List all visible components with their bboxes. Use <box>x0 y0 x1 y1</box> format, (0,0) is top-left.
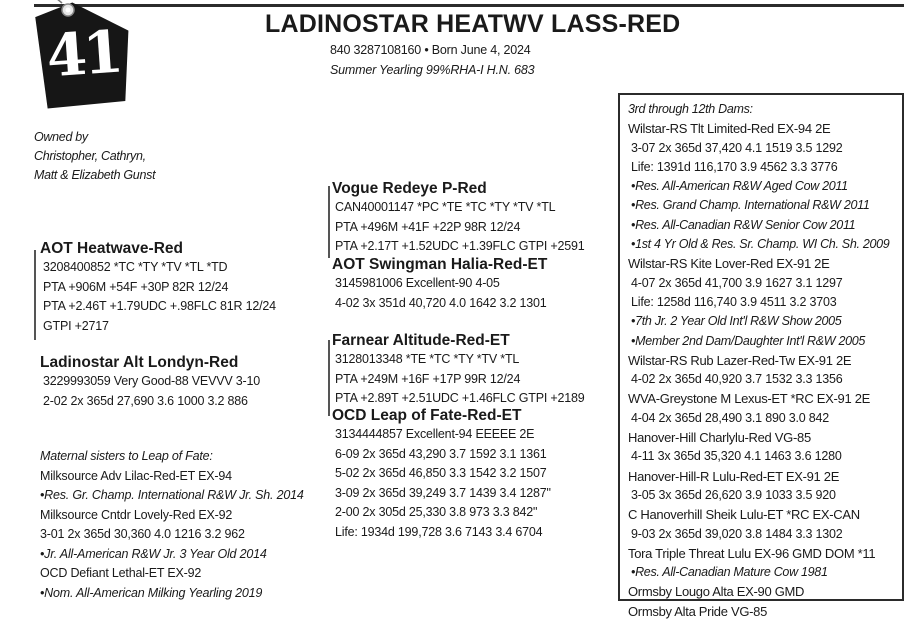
dam-dam-record-3: 3-09 2x 365d 39,249 3.7 1439 3.4 1287" <box>335 485 551 500</box>
sire-dam-line-2: 4-02 3x 351d 40,720 4.0 1642 3.2 1301 <box>335 295 547 310</box>
dam-name: Ladinostar Alt Londyn-Red <box>40 354 239 371</box>
sire-sire-line-1: CAN40001147 *PC *TE *TC *TY *TV *TL <box>335 200 556 214</box>
sire-sire-bracket <box>328 186 330 258</box>
dam-sire-line-1: 3128013348 *TE *TC *TY *TV *TL <box>335 352 520 366</box>
dam-5: Wilstar-RS Rub Lazer-Red-Tw EX-91 2E <box>628 352 852 368</box>
sire-line-1: 3208400852 *TC *TY *TV *TL *TD <box>43 260 228 274</box>
maternal-sisters-block <box>40 447 304 603</box>
dam-8-record: 3-05 3x 365d 26,620 3.9 1033 3.5 920 <box>631 487 836 502</box>
dams-heading: 3rd through 12th Dams: <box>628 102 753 116</box>
dam-3-note-4: •1st 4 Yr Old & Res. Sr. Champ. WI Ch. Sh. 2009 <box>631 237 890 252</box>
dam-dam-record-2: 5-02 2x 365d 46,850 3.3 1542 3.2 1507 <box>335 466 547 480</box>
dam-8: Hanover-Hill-R Lulu-Red-ET EX-91 2E <box>628 468 840 484</box>
dam-4-lifetime: Life: 1258d 116,740 3.9 4511 3.2 3703 <box>631 294 837 309</box>
dam-sire-block <box>332 332 585 409</box>
owner-line-1: Christopher, Cathryn, <box>34 149 146 163</box>
sire-sire-line-3: PTA +2.17T +1.52UDC +1.39FLC GTPI +2591 <box>335 239 585 253</box>
dam-9-record: 9-03 2x 365d 39,020 3.8 1484 3.3 1302 <box>631 526 843 541</box>
dam-dam-lifetime: Life: 1934d 199,728 3.6 7143 3.4 6704 <box>335 524 543 539</box>
dam-sire-line-3: PTA +2.89T +2.51UDC +1.46FLC GTPI +2189 <box>335 391 585 405</box>
sire-bracket <box>34 250 36 340</box>
dam-3: Wilstar-RS Tlt Limited-Red EX-94 2E <box>628 121 831 137</box>
animal-title: LADINOSTAR HEATWV LASS-RED <box>265 10 681 38</box>
class-line: Summer Yearling 99%RHA-I H.N. 683 <box>330 63 535 77</box>
sire-sire-block <box>332 180 585 257</box>
dam-4-note-1: •7th Jr. 2 Year Old Int'l R&W Show 2005 <box>631 314 842 329</box>
sire-sire-line-2: PTA +496M +41F +22P 98R 12/24 <box>335 219 521 234</box>
sire-name: AOT Heatwave-Red <box>40 240 183 257</box>
dam-4-note-2: •Member 2nd Dam/Daughter Int'l R&W 2005 <box>631 333 866 348</box>
dam-3-record: 3-07 2x 365d 37,420 4.1 1519 3.5 1292 <box>631 140 843 155</box>
dam-4: Wilstar-RS Kite Lover-Red EX-91 2E <box>628 256 830 272</box>
maternal-sister-3: OCD Defiant Lethal-ET EX-92 <box>40 566 202 580</box>
dam-9: C Hanoverhill Sheik Lulu-ET *RC EX-CAN <box>628 507 860 523</box>
dam-dam-record-4: 2-00 2x 305d 25,330 3.8 973 3.3 842" <box>335 505 538 519</box>
dam-11: Ormsby Lougo Alta EX-90 GMD <box>628 584 805 600</box>
dam-6: WVA-Greystone M Lexus-ET *RC EX-91 2E <box>628 391 871 407</box>
maternal-sister-1: Milksource Adv Lilac-Red-ET EX-94 <box>40 468 232 483</box>
sire-sire-name: Vogue Redeye P-Red <box>332 180 487 197</box>
maternal-sister-2: Milksource Cntdr Lovely-Red EX-92 <box>40 507 233 522</box>
maternal-sister-2-note: •Jr. All-American R&W Jr. 3 Year Old 2014 <box>40 546 267 561</box>
maternal-sister-3-note: •Nom. All-American Milking Yearling 2019 <box>40 585 263 600</box>
dam-3-note-1: •Res. All-American R&W Aged Cow 2011 <box>631 179 848 194</box>
dams-list <box>628 100 889 621</box>
dam-3-note-3: •Res. All-Canadian R&W Senior Cow 2011 <box>631 217 856 232</box>
dam-dam-record-1: 6-09 2x 365d 43,290 3.7 1592 3.1 1361 <box>335 446 547 461</box>
registration-line: 840 3287108160 • Born June 4, 2024 <box>330 43 531 57</box>
dam-3-note-2: •Res. Grand Champ. International R&W 2011 <box>631 198 870 213</box>
dam-sire-bracket <box>328 340 330 416</box>
dam-dam-line-1: 3134444857 Excellent-94 EEEEE 2E <box>335 427 535 441</box>
sire-dam-block <box>332 256 547 313</box>
sire-line-3: PTA +2.46T +1.79UDC +.98FLC 81R 12/24 <box>43 299 276 313</box>
owner-label: Owned by <box>34 130 88 144</box>
dam-7-record: 4-11 3x 365d 35,320 4.1 1463 3.6 1280 <box>631 449 842 464</box>
sire-dam-name: AOT Swingman Halia-Red-ET <box>332 256 548 273</box>
dam-6-record: 4-04 2x 365d 28,490 3.1 890 3.0 842 <box>631 410 830 425</box>
maternal-sister-1-note: •Res. Gr. Champ. International R&W Jr. Sh. 2014 <box>40 488 304 502</box>
sire-line-4: GTPI +2717 <box>43 318 109 333</box>
sire-line-2: PTA +906M +54F +30P 82R 12/24 <box>43 279 229 294</box>
maternal-heading: Maternal sisters to Leap of Fate: <box>40 449 213 463</box>
dam-line-1: 3229993059 Very Good-88 VEVVV 3-10 <box>43 374 260 388</box>
lot-tag <box>26 0 136 110</box>
dam-10-note-1: •Res. All-Canadian Mature Cow 1981 <box>631 565 828 580</box>
dam-12: Ormsby Alta Pride VG-85 <box>628 603 768 619</box>
lot-number: 41 <box>44 17 122 91</box>
dam-sire-name: Farnear Altitude-Red-ET <box>332 332 510 349</box>
sire-block <box>40 240 276 336</box>
dam-block <box>40 354 260 411</box>
dam-10: Tora Triple Threat Lulu EX-96 GMD DOM *11 <box>628 545 876 561</box>
top-rule <box>34 4 904 7</box>
dam-4-record: 4-07 2x 365d 41,700 3.9 1627 3.1 1297 <box>631 275 843 290</box>
dam-line-2: 2-02 2x 365d 27,690 3.6 1000 3.2 886 <box>43 393 248 408</box>
dam-dam-name: OCD Leap of Fate-Red-ET <box>332 407 522 424</box>
dam-5-record: 4-02 2x 365d 40,920 3.7 1532 3.3 1356 <box>631 372 843 387</box>
owner-line-2: Matt & Elizabeth Gunst <box>34 168 156 182</box>
sire-dam-line-1: 3145981006 Excellent-90 4-05 <box>335 276 500 290</box>
dam-dam-block <box>332 407 551 542</box>
dam-3-lifetime: Life: 1391d 116,170 3.9 4562 3.3 3776 <box>631 159 838 174</box>
maternal-sister-2-record: 3-01 2x 365d 30,360 4.0 1216 3.2 962 <box>40 527 245 541</box>
dam-sire-line-2: PTA +249M +16F +17P 99R 12/24 <box>335 371 521 386</box>
owner-block <box>34 128 155 185</box>
dam-7: Hanover-Hill Charlylu-Red VG-85 <box>628 430 811 446</box>
